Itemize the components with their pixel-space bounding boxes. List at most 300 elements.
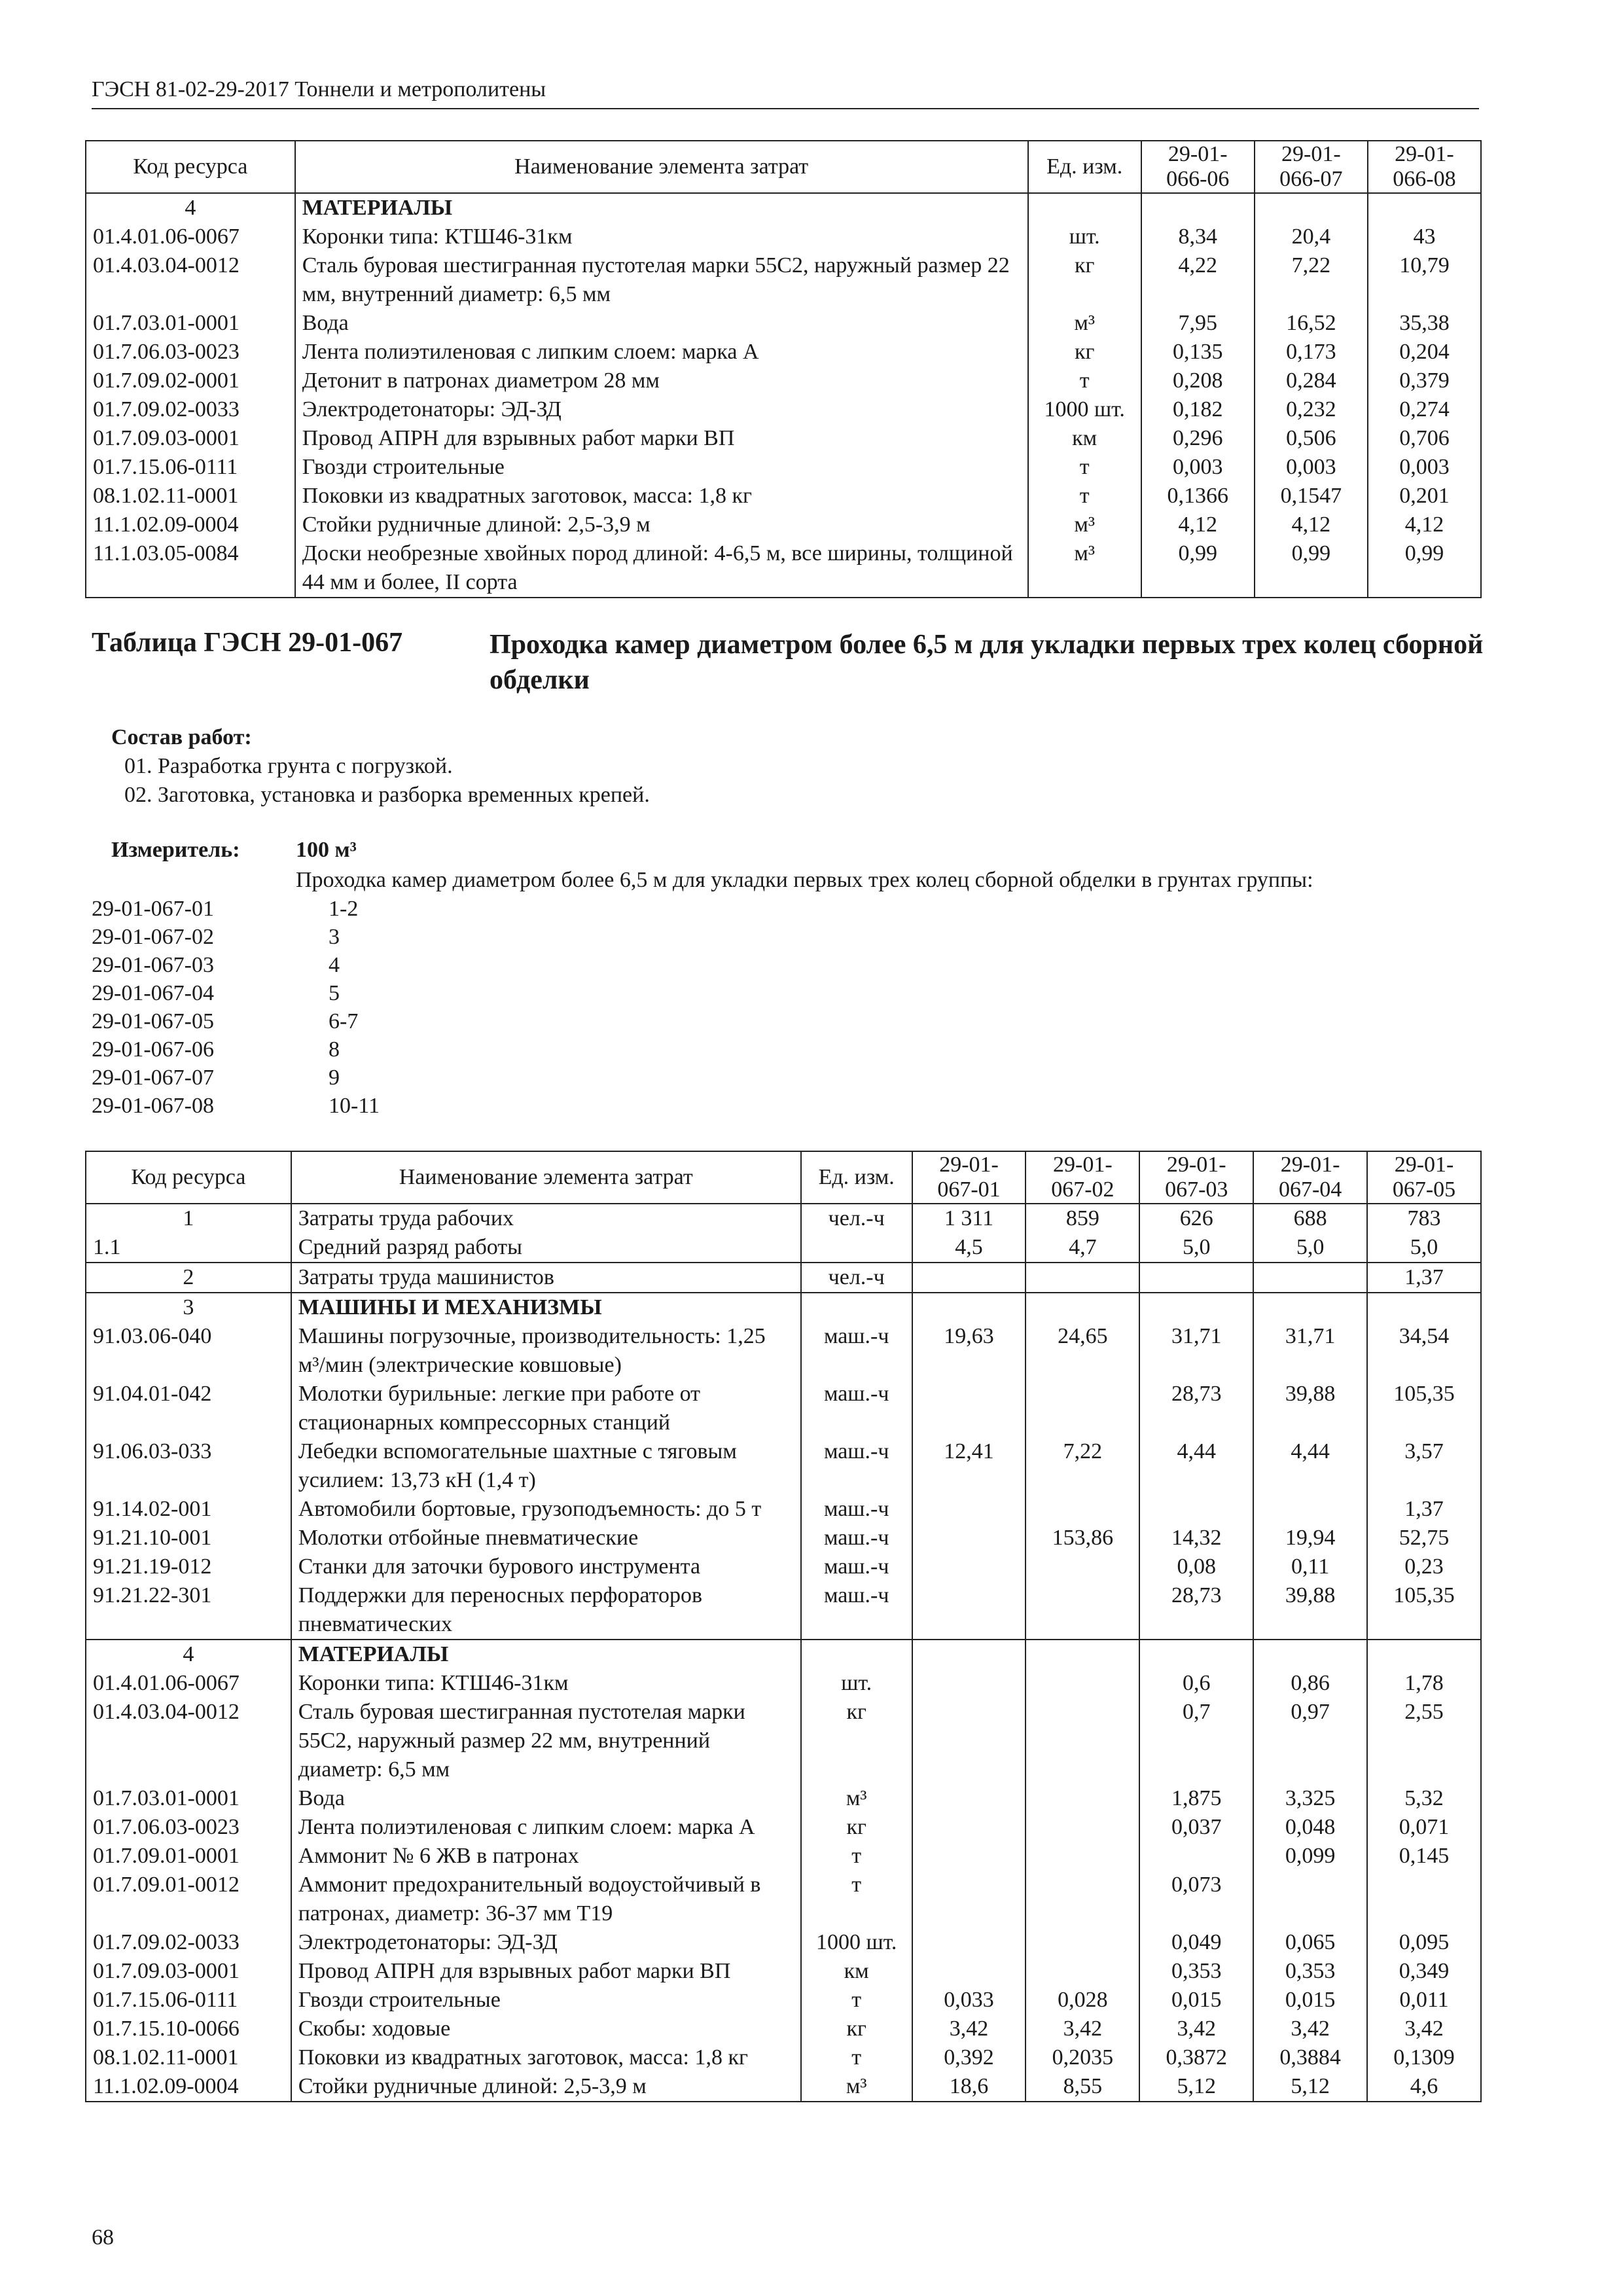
resource-code: 01.4.03.04-0012 bbox=[86, 1698, 291, 1784]
value-cell bbox=[1026, 1784, 1139, 1813]
value-cell bbox=[1367, 1640, 1481, 1669]
table-row bbox=[86, 1380, 1481, 1437]
value-cell: 0,048 bbox=[1253, 1813, 1367, 1842]
value-cell: 0,7 bbox=[1139, 1698, 1253, 1784]
value-cell: 0,706 bbox=[1368, 424, 1481, 453]
cost-element-name: Поковки из квадратных заготовок, масса: 1,8 кг bbox=[291, 2043, 801, 2072]
value-cell bbox=[1026, 1669, 1139, 1698]
value-cell bbox=[912, 1581, 1026, 1640]
table-row bbox=[86, 424, 1481, 453]
value-cell: 8,34 bbox=[1141, 223, 1255, 251]
unit-cell: 1000 шт. bbox=[1028, 395, 1141, 424]
value-cell: 0,003 bbox=[1141, 453, 1255, 482]
unit-cell: кг bbox=[801, 1813, 912, 1842]
measure-group: 5 bbox=[329, 981, 340, 1005]
value-cell: 3,42 bbox=[1367, 2015, 1481, 2043]
cost-element-name: Вода bbox=[291, 1784, 801, 1813]
resource-code: 01.4.01.06-0067 bbox=[86, 1669, 291, 1698]
table-row bbox=[86, 309, 1481, 338]
resource-table-067 bbox=[85, 1151, 1482, 2102]
unit-cell: шт. bbox=[801, 1669, 912, 1698]
unit-cell bbox=[801, 1233, 912, 1263]
table-row bbox=[86, 2072, 1481, 2102]
value-cell: 1,875 bbox=[1139, 1784, 1253, 1813]
value-cell: 0,145 bbox=[1367, 1842, 1481, 1871]
measure-code: 29-01-067-04 bbox=[92, 981, 214, 1005]
value-cell bbox=[912, 1698, 1026, 1784]
value-cell: 626 bbox=[1139, 1204, 1253, 1233]
value-cell bbox=[912, 1552, 1026, 1581]
table-row bbox=[86, 2043, 1481, 2072]
value-cell: 5,32 bbox=[1367, 1784, 1481, 1813]
unit-cell: т bbox=[801, 1986, 912, 2015]
value-cell: 0,379 bbox=[1368, 367, 1481, 395]
cost-element-name: Доски необрезные хвойных пород длиной: 4-6,5 м, все ширины, толщиной 44 мм и более, II сорта bbox=[295, 539, 1028, 598]
cost-element-name: Затраты труда рабочих bbox=[291, 1204, 801, 1233]
unit-cell bbox=[801, 1293, 912, 1322]
value-cell: 105,35 bbox=[1367, 1581, 1481, 1640]
column-header: 29-01- 067-05 bbox=[1367, 1151, 1481, 1204]
cost-element-name: Скобы: ходовые bbox=[291, 2015, 801, 2043]
resource-code: 01.4.03.04-0012 bbox=[86, 251, 295, 309]
column-header: 29-01- 067-02 bbox=[1026, 1151, 1139, 1204]
value-cell: 0,86 bbox=[1253, 1669, 1367, 1698]
resource-code: 91.21.22-301 bbox=[86, 1581, 291, 1640]
value-cell bbox=[1139, 1263, 1253, 1293]
measure-group: 4 bbox=[329, 953, 340, 977]
cost-element-name: Детонит в патронах диаметром 28 мм bbox=[295, 367, 1028, 395]
value-cell: 783 bbox=[1367, 1204, 1481, 1233]
resource-code: 01.7.15.10-0066 bbox=[86, 2015, 291, 2043]
value-cell: 0,353 bbox=[1253, 1957, 1367, 1986]
value-cell: 0,97 bbox=[1253, 1698, 1367, 1784]
cost-element-name: Гвозди строительные bbox=[295, 453, 1028, 482]
unit-cell: чел.-ч bbox=[801, 1263, 912, 1293]
value-cell: 1,37 bbox=[1367, 1263, 1481, 1293]
table-header-row bbox=[86, 141, 1481, 193]
table-row bbox=[86, 223, 1481, 251]
unit-cell: маш.-ч bbox=[801, 1495, 912, 1524]
table-row bbox=[86, 482, 1481, 511]
value-cell: 3,57 bbox=[1367, 1437, 1481, 1495]
resource-code: 01.7.09.03-0001 bbox=[86, 1957, 291, 1986]
value-cell: 1 311 bbox=[912, 1204, 1026, 1233]
unit-cell: м³ bbox=[801, 2072, 912, 2102]
value-cell bbox=[1026, 1380, 1139, 1437]
resource-code: 08.1.02.11-0001 bbox=[86, 2043, 291, 2072]
table-row bbox=[86, 1495, 1481, 1524]
table-row bbox=[86, 2015, 1481, 2043]
resource-code: 11.1.03.05-0084 bbox=[86, 539, 295, 598]
value-cell: 4,12 bbox=[1368, 511, 1481, 539]
value-cell bbox=[1026, 1495, 1139, 1524]
value-cell bbox=[1139, 1640, 1253, 1669]
value-cell: 0,037 bbox=[1139, 1813, 1253, 1842]
unit-cell: т bbox=[801, 2043, 912, 2072]
value-cell: 10,79 bbox=[1368, 251, 1481, 309]
page-number: 68 bbox=[92, 2225, 114, 2250]
value-cell: 7,22 bbox=[1026, 1437, 1139, 1495]
value-cell: 4,5 bbox=[912, 1233, 1026, 1263]
cost-element-name: Лента полиэтиленовая с липким слоем: марка А bbox=[295, 338, 1028, 367]
measure-code: 29-01-067-01 bbox=[92, 897, 214, 921]
table-row bbox=[86, 453, 1481, 482]
measure-code: 29-01-067-07 bbox=[92, 1066, 214, 1090]
cost-element-name: МАТЕРИАЛЫ bbox=[295, 193, 1028, 223]
value-cell bbox=[1253, 1293, 1367, 1322]
unit-cell: маш.-ч bbox=[801, 1380, 912, 1437]
value-cell: 0,204 bbox=[1368, 338, 1481, 367]
table-row bbox=[86, 367, 1481, 395]
value-cell: 0,99 bbox=[1141, 539, 1255, 598]
value-cell: 39,88 bbox=[1253, 1380, 1367, 1437]
unit-cell: т bbox=[801, 1842, 912, 1871]
value-cell: 31,71 bbox=[1139, 1322, 1253, 1380]
table-row bbox=[86, 1437, 1481, 1495]
table-row bbox=[86, 1293, 1481, 1322]
value-cell: 16,52 bbox=[1255, 309, 1368, 338]
value-cell: 5,0 bbox=[1139, 1233, 1253, 1263]
table-row bbox=[86, 193, 1481, 223]
work-item: 01. Разработка грунта с погрузкой. bbox=[124, 754, 453, 778]
value-cell: 8,55 bbox=[1026, 2072, 1139, 2102]
cost-element-name: МАТЕРИАЛЫ bbox=[291, 1640, 801, 1669]
column-header: Код ресурса bbox=[86, 141, 295, 193]
resource-code: 11.1.02.09-0004 bbox=[86, 2072, 291, 2102]
column-header: 29-01- 066-08 bbox=[1368, 141, 1481, 193]
value-cell: 52,75 bbox=[1367, 1524, 1481, 1552]
work-item: 02. Заготовка, установка и разборка временных крепей. bbox=[124, 783, 650, 807]
cost-element-name: Коронки типа: КТШ46-31км bbox=[291, 1669, 801, 1698]
cost-element-name: Молотки бурильные: легкие при работе от стационарных компрессорных станций bbox=[291, 1380, 801, 1437]
table-row bbox=[86, 1524, 1481, 1552]
value-cell: 0,99 bbox=[1255, 539, 1368, 598]
value-cell bbox=[1253, 1640, 1367, 1669]
cost-element-name: Машины погрузочные, производительность: 1,25 м³/мин (электрические ковшовые) bbox=[291, 1322, 801, 1380]
value-cell bbox=[1026, 1957, 1139, 1986]
value-cell: 105,35 bbox=[1367, 1380, 1481, 1437]
table-row bbox=[86, 1698, 1481, 1784]
unit-cell: м³ bbox=[1028, 511, 1141, 539]
unit-cell: км bbox=[1028, 424, 1141, 453]
resource-code: 01.7.09.02-0033 bbox=[86, 1928, 291, 1957]
column-header: Ед. изм. bbox=[1028, 141, 1141, 193]
measure-group: 3 bbox=[329, 925, 340, 949]
value-cell bbox=[1026, 1871, 1139, 1928]
resource-code: 01.4.01.06-0067 bbox=[86, 223, 295, 251]
resource-code: 2 bbox=[86, 1263, 291, 1293]
value-cell: 0,003 bbox=[1255, 453, 1368, 482]
unit-cell: маш.-ч bbox=[801, 1581, 912, 1640]
column-header: Наименование элемента затрат bbox=[291, 1151, 801, 1204]
value-cell: 43 bbox=[1368, 223, 1481, 251]
value-cell: 859 bbox=[1026, 1204, 1139, 1233]
value-cell: 153,86 bbox=[1026, 1524, 1139, 1552]
table-row bbox=[86, 395, 1481, 424]
unit-cell: т bbox=[1028, 453, 1141, 482]
unit-cell bbox=[1028, 193, 1141, 223]
value-cell: 14,32 bbox=[1139, 1524, 1253, 1552]
resource-code: 01.7.15.06-0111 bbox=[86, 1986, 291, 2015]
resource-code: 11.1.02.09-0004 bbox=[86, 511, 295, 539]
resource-code: 91.14.02-001 bbox=[86, 1495, 291, 1524]
table-row bbox=[86, 338, 1481, 367]
value-cell bbox=[912, 1380, 1026, 1437]
table-row bbox=[86, 1322, 1481, 1380]
value-cell bbox=[1026, 1263, 1139, 1293]
value-cell bbox=[1255, 193, 1368, 223]
unit-cell bbox=[801, 1640, 912, 1669]
value-cell: 5,12 bbox=[1139, 2072, 1253, 2102]
value-cell: 0,3884 bbox=[1253, 2043, 1367, 2072]
resource-code: 01.7.03.01-0001 bbox=[86, 1784, 291, 1813]
cost-element-name: Провод АПРН для взрывных работ марки ВП bbox=[295, 424, 1028, 453]
value-cell bbox=[1026, 1552, 1139, 1581]
value-cell: 4,12 bbox=[1255, 511, 1368, 539]
table-row bbox=[86, 1581, 1481, 1640]
value-cell: 0,1547 bbox=[1255, 482, 1368, 511]
resource-code: 01.7.03.01-0001 bbox=[86, 309, 295, 338]
value-cell: 19,63 bbox=[912, 1322, 1026, 1380]
value-cell: 28,73 bbox=[1139, 1581, 1253, 1640]
value-cell bbox=[1139, 1495, 1253, 1524]
value-cell bbox=[1253, 1263, 1367, 1293]
cost-element-name: Сталь буровая шестигранная пустотелая марки 55С2, наружный размер 22 мм, внутренний диаметр: 6,5 мм bbox=[291, 1698, 801, 1784]
value-cell: 0,99 bbox=[1368, 539, 1481, 598]
measure-value: 100 м³ bbox=[296, 838, 357, 862]
unit-cell: маш.-ч bbox=[801, 1322, 912, 1380]
value-cell bbox=[1141, 193, 1255, 223]
unit-cell: т bbox=[801, 1871, 912, 1928]
column-header: Наименование элемента затрат bbox=[295, 141, 1028, 193]
unit-cell: кг bbox=[1028, 338, 1141, 367]
measure-group: 9 bbox=[329, 1066, 340, 1090]
cost-element-name: Электродетонаторы: ЭД-ЗД bbox=[295, 395, 1028, 424]
value-cell: 1,78 bbox=[1367, 1669, 1481, 1698]
cost-element-name: Коронки типа: КТШ46-31км bbox=[295, 223, 1028, 251]
value-cell: 0,033 bbox=[912, 1986, 1026, 2015]
value-cell: 0,284 bbox=[1255, 367, 1368, 395]
value-cell: 4,22 bbox=[1141, 251, 1255, 309]
resource-code: 01.7.06.03-0023 bbox=[86, 1813, 291, 1842]
resource-code: 91.21.19-012 bbox=[86, 1552, 291, 1581]
value-cell: 0,065 bbox=[1253, 1928, 1367, 1957]
resource-code: 08.1.02.11-0001 bbox=[86, 482, 295, 511]
value-cell bbox=[1026, 1640, 1139, 1669]
column-header: 29-01- 066-07 bbox=[1255, 141, 1368, 193]
value-cell: 0,208 bbox=[1141, 367, 1255, 395]
resource-code: 01.7.06.03-0023 bbox=[86, 338, 295, 367]
value-cell: 3,42 bbox=[912, 2015, 1026, 2043]
value-cell: 3,42 bbox=[1026, 2015, 1139, 2043]
value-cell: 0,015 bbox=[1253, 1986, 1367, 2015]
unit-cell: чел.-ч bbox=[801, 1204, 912, 1233]
value-cell: 0,135 bbox=[1141, 338, 1255, 367]
value-cell: 5,12 bbox=[1253, 2072, 1367, 2102]
value-cell: 0,296 bbox=[1141, 424, 1255, 453]
cost-element-name: МАШИНЫ И МЕХАНИЗМЫ bbox=[291, 1293, 801, 1322]
cost-element-name: Гвозди строительные bbox=[291, 1986, 801, 2015]
value-cell bbox=[1026, 1293, 1139, 1322]
cost-element-name: Затраты труда машинистов bbox=[291, 1263, 801, 1293]
resource-code: 01.7.09.01-0001 bbox=[86, 1842, 291, 1871]
value-cell: 0,201 bbox=[1368, 482, 1481, 511]
value-cell bbox=[1026, 1842, 1139, 1871]
value-cell: 0,6 bbox=[1139, 1669, 1253, 1698]
value-cell: 1,37 bbox=[1367, 1495, 1481, 1524]
value-cell: 0,003 bbox=[1368, 453, 1481, 482]
value-cell: 0,028 bbox=[1026, 1986, 1139, 2015]
value-cell: 31,71 bbox=[1253, 1322, 1367, 1380]
cost-element-name: Стойки рудничные длиной: 2,5-3,9 м bbox=[295, 511, 1028, 539]
cost-element-name: Средний разряд работы bbox=[291, 1233, 801, 1263]
measure-group: 8 bbox=[329, 1037, 340, 1062]
value-cell bbox=[912, 1293, 1026, 1322]
table-row bbox=[86, 1957, 1481, 1986]
value-cell bbox=[1367, 1871, 1481, 1928]
resource-code: 91.03.06-040 bbox=[86, 1322, 291, 1380]
table-row bbox=[86, 1842, 1481, 1871]
value-cell bbox=[912, 1813, 1026, 1842]
value-cell: 0,049 bbox=[1139, 1928, 1253, 1957]
measure-label: Измеритель: bbox=[111, 838, 240, 862]
value-cell: 24,65 bbox=[1026, 1322, 1139, 1380]
value-cell bbox=[1368, 193, 1481, 223]
value-cell: 2,55 bbox=[1367, 1698, 1481, 1784]
value-cell: 0,08 bbox=[1139, 1552, 1253, 1581]
resource-code: 1.1 bbox=[86, 1233, 291, 1263]
table-row bbox=[86, 1640, 1481, 1669]
value-cell: 0,1366 bbox=[1141, 482, 1255, 511]
unit-cell: маш.-ч bbox=[801, 1437, 912, 1495]
works-title: Состав работ: bbox=[111, 725, 252, 749]
table-row bbox=[86, 1871, 1481, 1928]
value-cell: 0,274 bbox=[1368, 395, 1481, 424]
measure-code: 29-01-067-06 bbox=[92, 1037, 214, 1062]
measure-code: 29-01-067-08 bbox=[92, 1094, 214, 1118]
table-row bbox=[86, 1233, 1481, 1263]
unit-cell: м³ bbox=[801, 1784, 912, 1813]
column-header: 29-01- 067-04 bbox=[1253, 1151, 1367, 1204]
column-header: 29-01- 066-06 bbox=[1141, 141, 1255, 193]
value-cell: 0,099 bbox=[1253, 1842, 1367, 1871]
column-header: 29-01- 067-01 bbox=[912, 1151, 1026, 1204]
resource-code: 3 bbox=[86, 1293, 291, 1322]
unit-cell: шт. bbox=[1028, 223, 1141, 251]
value-cell: 0,182 bbox=[1141, 395, 1255, 424]
cost-element-name: Поковки из квадратных заготовок, масса: 1,8 кг bbox=[295, 482, 1028, 511]
measure-code: 29-01-067-02 bbox=[92, 925, 214, 949]
value-cell bbox=[912, 1495, 1026, 1524]
column-header: 29-01- 067-03 bbox=[1139, 1151, 1253, 1204]
value-cell: 4,44 bbox=[1139, 1437, 1253, 1495]
measure-group: 1-2 bbox=[329, 897, 359, 921]
measure-group: 10-11 bbox=[329, 1094, 380, 1118]
value-cell: 3,325 bbox=[1253, 1784, 1367, 1813]
value-cell bbox=[912, 1842, 1026, 1871]
value-cell: 4,6 bbox=[1367, 2072, 1481, 2102]
value-cell bbox=[1367, 1293, 1481, 1322]
value-cell bbox=[1139, 1293, 1253, 1322]
value-cell: 5,0 bbox=[1253, 1233, 1367, 1263]
value-cell bbox=[912, 1871, 1026, 1928]
value-cell: 0,349 bbox=[1367, 1957, 1481, 1986]
table-row bbox=[86, 1784, 1481, 1813]
value-cell: 0,2035 bbox=[1026, 2043, 1139, 2072]
resource-code: 91.04.01-042 bbox=[86, 1380, 291, 1437]
value-cell bbox=[1253, 1871, 1367, 1928]
cost-element-name: Аммонит предохранительный водоустойчивый в патронах, диаметр: 36-37 мм Т19 bbox=[291, 1871, 801, 1928]
unit-cell: кг bbox=[801, 2015, 912, 2043]
table-row bbox=[86, 1263, 1481, 1293]
table-row bbox=[86, 1204, 1481, 1233]
measure-code: 29-01-067-03 bbox=[92, 953, 214, 977]
unit-cell: т bbox=[1028, 482, 1141, 511]
resource-code: 01.7.09.01-0012 bbox=[86, 1871, 291, 1928]
value-cell: 0,3872 bbox=[1139, 2043, 1253, 2072]
table-row bbox=[86, 1813, 1481, 1842]
value-cell: 35,38 bbox=[1368, 309, 1481, 338]
value-cell bbox=[1026, 1698, 1139, 1784]
measure-description: Проходка камер диаметром более 6,5 м для укладки первых трех колец сборной обделки в грунтах группы: bbox=[296, 868, 1313, 892]
value-cell bbox=[1026, 1581, 1139, 1640]
value-cell bbox=[912, 1928, 1026, 1957]
table-title-code: Таблица ГЭСН 29-01-067 bbox=[92, 628, 403, 658]
value-cell: 0,11 bbox=[1253, 1552, 1367, 1581]
unit-cell: маш.-ч bbox=[801, 1552, 912, 1581]
table-body bbox=[86, 193, 1481, 598]
value-cell: 39,88 bbox=[1253, 1581, 1367, 1640]
running-header: ГЭСН 81-02-29-2017 Тоннели и метрополитены bbox=[92, 77, 546, 101]
cost-element-name: Электродетонаторы: ЭД-ЗД bbox=[291, 1928, 801, 1957]
header-rule bbox=[92, 108, 1479, 109]
table-row bbox=[86, 1986, 1481, 2015]
value-cell: 0,011 bbox=[1367, 1986, 1481, 2015]
unit-cell: т bbox=[1028, 367, 1141, 395]
value-cell: 20,4 bbox=[1255, 223, 1368, 251]
value-cell: 4,12 bbox=[1141, 511, 1255, 539]
unit-cell: км bbox=[801, 1957, 912, 1986]
value-cell: 0,073 bbox=[1139, 1871, 1253, 1928]
cost-element-name: Вода bbox=[295, 309, 1028, 338]
cost-element-name: Поддержки для переносных перфораторов пневматических bbox=[291, 1581, 801, 1640]
value-cell: 5,0 bbox=[1367, 1233, 1481, 1263]
value-cell bbox=[1026, 1928, 1139, 1957]
value-cell: 7,95 bbox=[1141, 309, 1255, 338]
value-cell: 12,41 bbox=[912, 1437, 1026, 1495]
value-cell: 3,42 bbox=[1139, 2015, 1253, 2043]
resource-code: 4 bbox=[86, 1640, 291, 1669]
value-cell: 19,94 bbox=[1253, 1524, 1367, 1552]
table-header-row bbox=[86, 1151, 1481, 1204]
cost-element-name: Стойки рудничные длиной: 2,5-3,9 м bbox=[291, 2072, 801, 2102]
value-cell: 0,392 bbox=[912, 2043, 1026, 2072]
value-cell bbox=[1253, 1495, 1367, 1524]
measure-group: 6-7 bbox=[329, 1009, 359, 1033]
value-cell: 0,071 bbox=[1367, 1813, 1481, 1842]
resource-code: 01.7.15.06-0111 bbox=[86, 453, 295, 482]
value-cell: 0,173 bbox=[1255, 338, 1368, 367]
unit-cell: кг bbox=[1028, 251, 1141, 309]
value-cell: 0,095 bbox=[1367, 1928, 1481, 1957]
cost-element-name: Молотки отбойные пневматические bbox=[291, 1524, 801, 1552]
measure-code: 29-01-067-05 bbox=[92, 1009, 214, 1033]
resource-code: 1 bbox=[86, 1204, 291, 1233]
value-cell: 7,22 bbox=[1255, 251, 1368, 309]
value-cell bbox=[1026, 1813, 1139, 1842]
unit-cell: м³ bbox=[1028, 539, 1141, 598]
value-cell bbox=[912, 1640, 1026, 1669]
